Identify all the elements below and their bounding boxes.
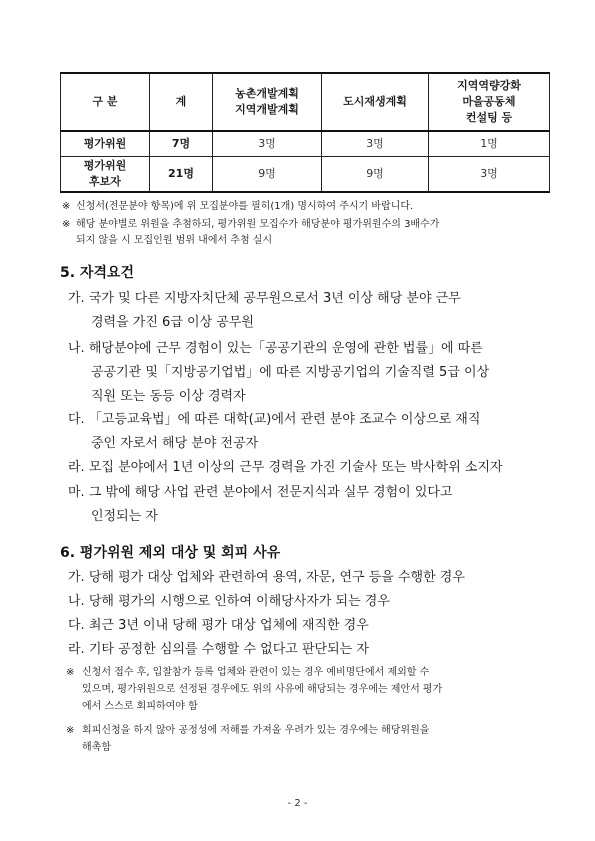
row-label-text [61, 136, 149, 152]
item-line: 라. 모집 분야에서 1년 이상의 근무 경력을 가진 기술사 또는 박사학위 소지자 [68, 460, 503, 475]
list-item [68, 590, 548, 614]
note-line: 되지 않을 시 모집인원 범위 내에서 추첨 실시 [76, 235, 273, 246]
list-item [68, 566, 548, 590]
header-label [429, 78, 549, 126]
cell-line: 농촌개발계획 [235, 87, 299, 101]
reference-mark: ※ [62, 219, 71, 230]
item-line: 나. 당해 평가의 시행으로 인하여 이해당사자가 되는 경우 [68, 594, 390, 609]
footnote-line: 있으며, 평가위원으로 선정된 경우에도 위의 사유에 해당되는 경우에는 제안서 평가 [82, 684, 443, 695]
note-line: 해당 분야별로 위원을 추첨하되, 평가위원 모집수가 해당분야 평가위원수의 3배수가 [76, 219, 440, 230]
header-capacity-consulting [429, 73, 550, 131]
header-category [61, 73, 150, 131]
row-label [61, 157, 150, 193]
cell-line: 마을공동체 [462, 95, 516, 109]
footnote-line: 신청서 접수 후, 입찰참가 등록 업체와 관련이 있는 경우 예비명단에서 제외할 수 [82, 667, 430, 678]
cell-line: 컨설팅 등 [465, 110, 513, 124]
row-total: 21명 [150, 157, 213, 193]
reference-mark: ※ [66, 725, 75, 736]
list-item [68, 287, 548, 335]
row-label-text [61, 158, 149, 190]
evaluator-count-table [60, 72, 550, 193]
row-value: 3명 [429, 157, 550, 193]
cell-line: 지역개발계획 [235, 103, 299, 116]
item-line: 마. 그 밖에 해당 사업 관련 분야에서 전문지식과 실무 경험이 있다고 [68, 485, 453, 500]
footnote-line: 회피신청을 하지 않아 공정성에 저해를 가져올 우려가 있는 경우에는 해당위원을 [82, 725, 430, 736]
section-6-title: 6. 평가위원 제외 대상 및 회피 사유 [60, 545, 281, 561]
reference-mark: ※ [66, 667, 75, 678]
row-value: 3명 [213, 131, 322, 157]
cell-line: 지역역량강화 [457, 79, 521, 93]
list-item [68, 638, 548, 662]
item-line: 나. 해당분야에 근무 경험이 있는「공공기관의 운영에 관한 법률」에 따른 [68, 341, 483, 356]
header-rural-regional [213, 73, 322, 131]
item-line: 직원 또는 동등 이상 경력자 [91, 389, 246, 404]
note-line: 신청서(전문분야 항목)에 위 모집분야를 필히(1개) 명시하여 주시기 바랍니다. [76, 201, 414, 212]
list-item [68, 456, 548, 480]
list-item [68, 614, 548, 638]
header-label [213, 86, 321, 118]
row-value: 3명 [322, 131, 429, 157]
item-line: 인정되는 자 [91, 509, 158, 524]
reference-mark: ※ [62, 201, 71, 212]
table-row [61, 157, 550, 193]
table-row [61, 131, 550, 157]
item-line: 라. 기타 공정한 심의를 수행할 수 없다고 판단되는 자 [68, 642, 369, 657]
header-label: 계 [175, 95, 187, 109]
list-item [68, 337, 548, 409]
list-item [68, 408, 548, 456]
item-line: 공공기관 및「지방공기업법」에 따른 지방공기업의 기술직렬 5급 이상 [91, 365, 490, 380]
item-line: 가. 국가 및 다른 지방자치단체 공무원으로서 3년 이상 해당 분야 근무 [68, 291, 461, 306]
cell-line: 후보자 [89, 175, 121, 188]
cell-line: 평가위원 [83, 137, 127, 151]
item-line: 가. 당해 평가 대상 업체와 관련하여 용역, 자문, 연구 등을 수행한 경우 [68, 570, 465, 585]
list-item [68, 481, 548, 529]
footnote-line: 에서 스스로 회피하여야 함 [82, 701, 198, 712]
item-line: 경력을 가진 6급 이상 공무원 [91, 315, 254, 330]
header-label: 도시재생계획 [343, 95, 407, 109]
header-total [150, 73, 213, 131]
section-5-title: 5. 자격요건 [60, 265, 135, 281]
table-note [62, 199, 413, 215]
item-line: 다. 「고등교육법」에 따른 대학(교)에서 관련 분야 조교수 이상으로 재직 [68, 412, 481, 427]
table-note [62, 217, 439, 249]
page-number: - 2 - [287, 798, 308, 809]
row-label [61, 131, 150, 157]
cell-line: 평가위원 [83, 159, 127, 173]
row-total: 7명 [150, 131, 213, 157]
header-label: 구 분 [92, 95, 118, 109]
table-header-row [61, 73, 550, 131]
footnote-line: 해촉함 [82, 742, 111, 753]
item-line: 중인 자로서 해당 분야 전공자 [91, 436, 259, 451]
header-urban-regeneration [322, 73, 429, 131]
row-value: 9명 [213, 157, 322, 193]
footnote [66, 722, 546, 756]
row-value: 1명 [429, 131, 550, 157]
row-value: 9명 [322, 157, 429, 193]
item-line: 다. 최근 3년 이내 당해 평가 대상 업체에 재직한 경우 [68, 618, 369, 633]
footnote [66, 664, 546, 715]
